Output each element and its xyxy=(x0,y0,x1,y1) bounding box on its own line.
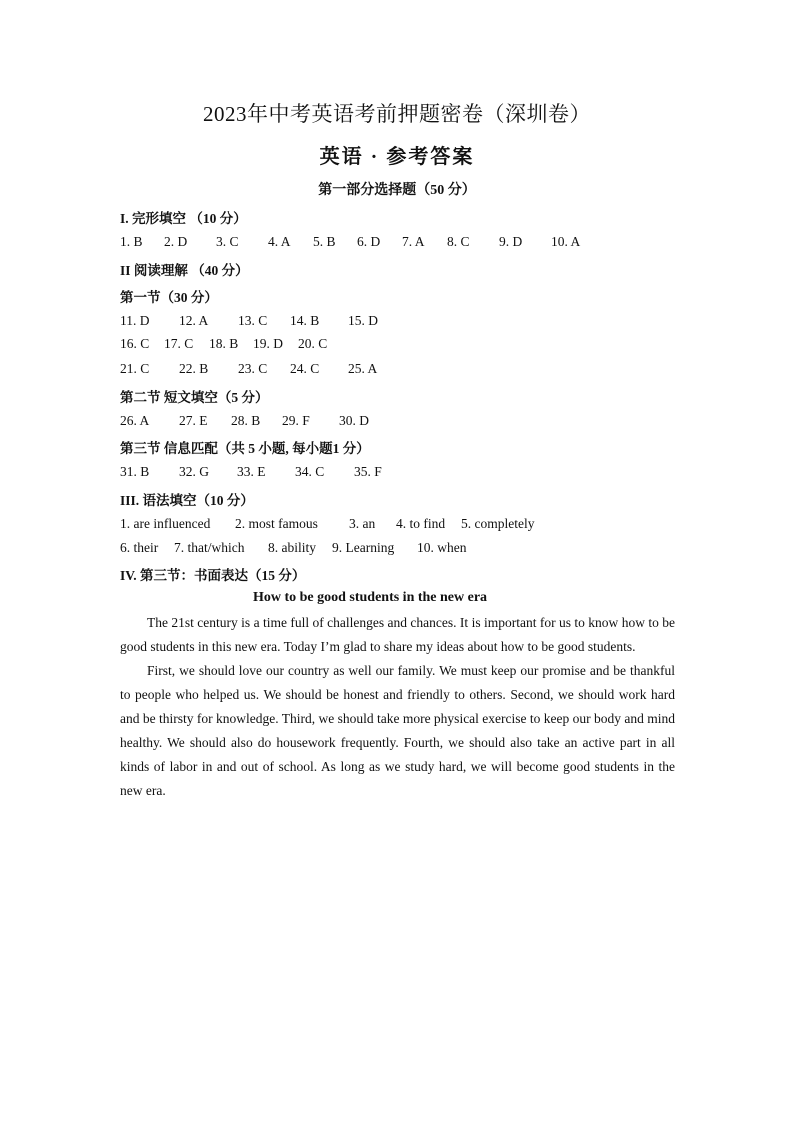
answer-item: 3. C xyxy=(216,234,239,249)
essay-body xyxy=(120,611,675,803)
reading-part3-heading: 第三节 信息匹配（共 5 小题, 每小题1 分） xyxy=(120,441,370,456)
section-grammar-heading: III. 语法填空（10 分） xyxy=(120,493,254,508)
answer-item: 5. B xyxy=(313,234,336,249)
answer-item: 15. D xyxy=(348,313,378,328)
page-title: 2023年中考英语考前押题密卷（深圳卷） xyxy=(203,102,591,126)
answer-item: 23. C xyxy=(238,361,268,376)
answer-item: 20. C xyxy=(298,336,328,351)
answer-item: 29. F xyxy=(282,413,310,428)
answer-item: 8. C xyxy=(447,234,470,249)
answer-item: 25. A xyxy=(348,361,378,376)
answer-item: 24. C xyxy=(290,361,320,376)
essay-paragraph: The 21st century is a time full of challenges and chances. It is important for us to know how to be good students in this new era. Today I’m glad to share my ideas about how to be good students. xyxy=(120,615,675,654)
answer-item: 1. B xyxy=(120,234,143,249)
answer-item: 8. ability xyxy=(268,540,316,555)
essay-paragraph: First, we should love our country as well our family. We must keep our promise and be thankful to people who helped us. We should be honest and friendly to others. Second, we should work hard and be thirsty for knowledge. Third, we should take more physical exercise to keep our body and mind healthy. We should also do housework frequently. Fourth, we should also take an active part in all kinds of labor in and out of school. As long as we study hard, we will become good students in the new era. xyxy=(120,663,675,798)
answer-item: 13. C xyxy=(238,313,268,328)
answer-item: 5. completely xyxy=(461,516,535,531)
answer-item: 12. A xyxy=(179,313,209,328)
section-writing-heading: IV. 第三节：书面表达（15 分） xyxy=(120,568,306,583)
reading-part2-heading: 第二节 短文填空（5 分） xyxy=(120,390,269,405)
answer-item: 32. G xyxy=(179,464,209,479)
answer-item: 21. C xyxy=(120,361,150,376)
answer-item: 28. B xyxy=(231,413,261,428)
answer-item: 2. most famous xyxy=(235,516,318,531)
answer-item: 26. A xyxy=(120,413,150,428)
reading-part1-heading: 第一节（30 分） xyxy=(120,290,218,305)
part-one-title: 第一部分选择题（50 分） xyxy=(318,183,476,198)
answer-item: 31. B xyxy=(120,464,150,479)
answer-item: 14. B xyxy=(290,313,320,328)
answer-item: 22. B xyxy=(179,361,209,376)
answer-item: 9. Learning xyxy=(332,540,395,555)
answer-item: 10. when xyxy=(417,540,467,555)
answer-item: 1. are influenced xyxy=(120,516,211,531)
answer-item: 6. their xyxy=(120,540,159,555)
page-subtitle: 英语 · 参考答案 xyxy=(319,146,475,168)
answer-item: 11. D xyxy=(120,313,150,328)
answer-item: 7. that/which xyxy=(174,540,245,555)
answer-item: 4. A xyxy=(268,234,291,249)
answer-item: 10. A xyxy=(551,234,581,249)
answer-item: 4. to find xyxy=(396,516,446,531)
answer-item: 34. C xyxy=(295,464,325,479)
section-reading-heading: II 阅读理解 （40 分） xyxy=(120,263,249,278)
answer-item: 9. D xyxy=(499,234,523,249)
answer-item: 30. D xyxy=(339,413,369,428)
section-cloze-heading: I. 完形填空 （10 分） xyxy=(120,211,247,226)
answer-item: 2. D xyxy=(164,234,188,249)
answer-item: 17. C xyxy=(164,336,194,351)
answer-item: 35. F xyxy=(354,464,382,479)
answer-item: 7. A xyxy=(402,234,425,249)
answer-item: 3. an xyxy=(349,516,376,531)
answer-item: 33. E xyxy=(237,464,266,479)
answer-item: 19. D xyxy=(253,336,283,351)
answer-item: 27. E xyxy=(179,413,208,428)
answer-item: 16. C xyxy=(120,336,150,351)
answer-item: 18. B xyxy=(209,336,239,351)
essay-title: How to be good students in the new era xyxy=(252,590,488,605)
answer-item: 6. D xyxy=(357,234,381,249)
